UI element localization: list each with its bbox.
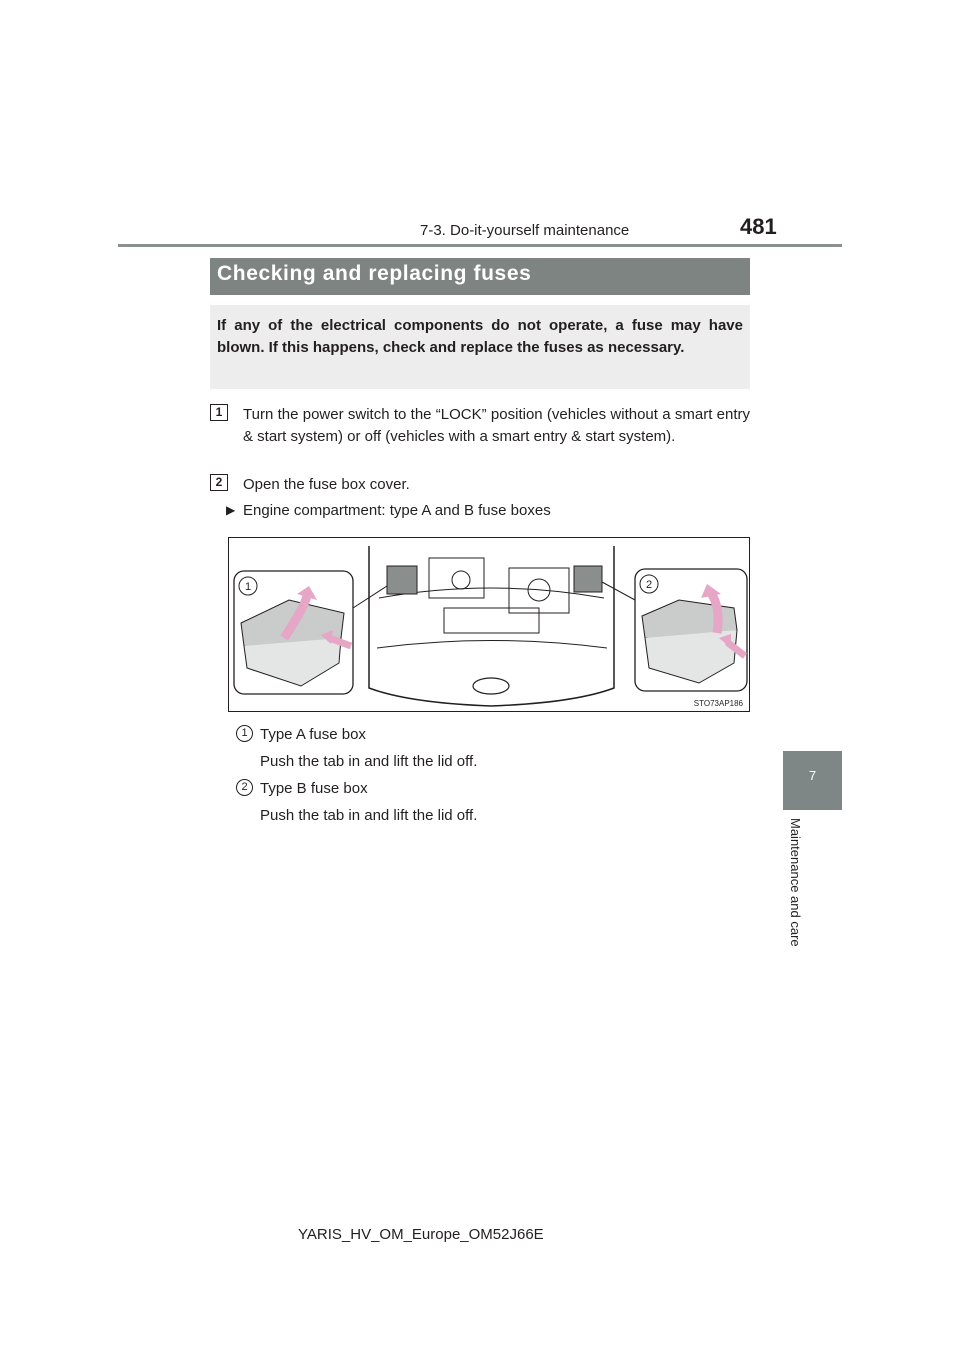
step-2-text: Open the fuse box cover.	[243, 476, 410, 493]
illustration-code: STO73AP186	[693, 699, 743, 708]
bullet-text: Engine compartment: type A and B fuse boxes	[243, 502, 551, 519]
legend-2-number: 2	[236, 779, 253, 796]
chapter-tab[interactable]	[783, 751, 842, 810]
header-divider	[118, 244, 842, 247]
legend-1-number: 1	[236, 725, 253, 742]
illustration-callout-1: 1	[244, 581, 252, 593]
illustration-callout-2: 2	[645, 579, 653, 591]
engine-compartment-illustration	[228, 537, 750, 712]
legend-1-label: Type A fuse box	[260, 726, 366, 743]
engine-drawing	[229, 538, 751, 713]
chapter-tab-label: Maintenance and care	[788, 818, 803, 947]
intro-box	[210, 305, 750, 389]
section-heading-bar	[210, 258, 750, 295]
step-1-text: Turn the power switch to the “LOCK” position (vehicles without a smart entry & start system) or off (vehicles with a smart entry & start system).	[243, 406, 750, 445]
triangle-right-icon: ▶	[226, 503, 236, 517]
section-heading: Checking and replacing fuses	[217, 262, 532, 285]
legend-2-desc: Push the tab in and lift the lid off.	[260, 807, 478, 824]
document-footer: YARIS_HV_OM_Europe_OM52J66E	[298, 1226, 544, 1243]
step-1-badge: 1	[210, 404, 228, 421]
intro-text: If any of the electrical components do not operate, a fuse may have blown. If this happens, check and replace the fuses as necessary.	[217, 317, 743, 356]
legend-2-label: Type B fuse box	[260, 780, 368, 797]
legend-1-desc: Push the tab in and lift the lid off.	[260, 753, 478, 770]
section-title: 7-3. Do-it-yourself maintenance	[420, 222, 630, 239]
step-2-badge: 2	[210, 474, 228, 491]
page-number: 481	[740, 214, 777, 239]
chapter-tab-number: 7	[808, 768, 817, 783]
